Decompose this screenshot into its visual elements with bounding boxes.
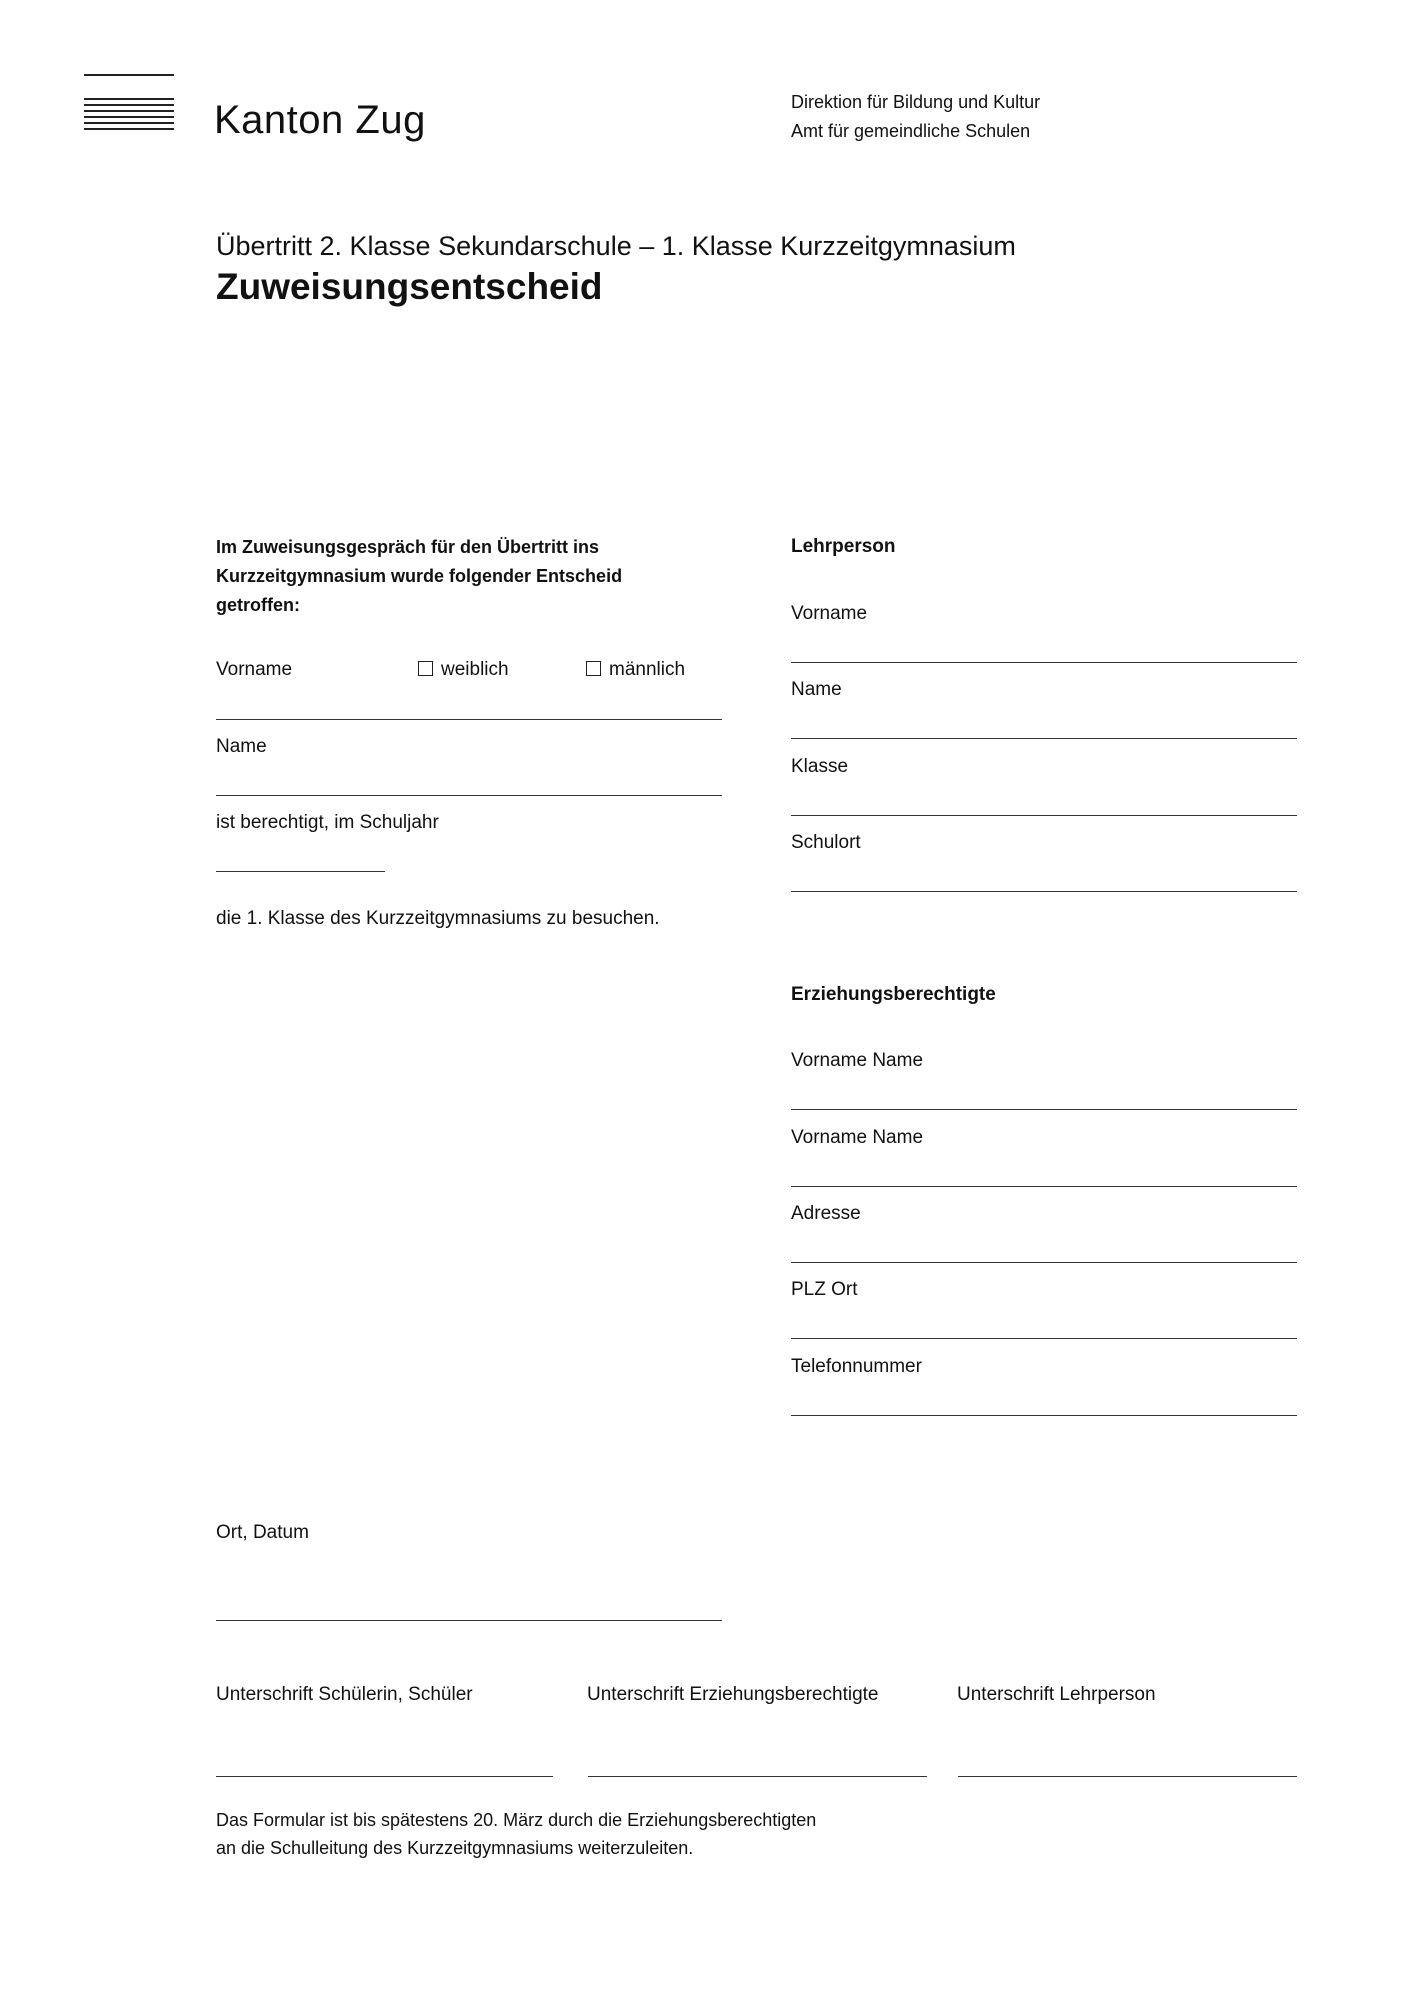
guardian-adresse-field[interactable] bbox=[791, 1262, 1297, 1263]
teacher-name-field[interactable] bbox=[791, 738, 1297, 739]
notice-line-2: an die Schulleitung des Kurzzeitgymnasiums weiterzuleiten. bbox=[216, 1838, 694, 1858]
submission-notice bbox=[216, 1806, 816, 1862]
teacher-vorname-field[interactable] bbox=[791, 662, 1297, 663]
student-signature-field[interactable] bbox=[216, 1776, 553, 1777]
guardian-telefon-field[interactable] bbox=[791, 1415, 1297, 1416]
teacher-klasse-field[interactable] bbox=[791, 815, 1297, 816]
guardian-plz-label: PLZ Ort bbox=[791, 1279, 858, 1300]
guardian-signature-field[interactable] bbox=[588, 1776, 927, 1777]
department-line-1: Direktion für Bildung und Kultur bbox=[791, 92, 1041, 112]
teacher-signature-field[interactable] bbox=[958, 1776, 1297, 1777]
student-name-label: Name bbox=[216, 736, 267, 757]
female-checkbox[interactable] bbox=[418, 661, 433, 676]
document-title: Zuweisungsentscheid bbox=[216, 266, 603, 307]
guardian-name1-label: Vorname Name bbox=[791, 1050, 924, 1071]
guardian-name2-label: Vorname Name bbox=[791, 1127, 924, 1148]
guardian-heading: Erziehungsberechtigte bbox=[791, 984, 996, 1005]
student-vorname-field[interactable] bbox=[216, 719, 722, 720]
department-block bbox=[791, 88, 1040, 146]
student-signature-label: Unterschrift Schülerin, Schüler bbox=[216, 1684, 473, 1705]
student-name-field[interactable] bbox=[216, 795, 722, 796]
male-label: männlich bbox=[609, 659, 686, 680]
notice-line-1: Das Formular ist bis spätestens 20. März durch die Erziehungsberechtigten bbox=[216, 1810, 817, 1830]
teacher-schulort-field[interactable] bbox=[791, 891, 1297, 892]
teacher-heading: Lehrperson bbox=[791, 536, 896, 557]
ort-datum-label: Ort, Datum bbox=[216, 1522, 309, 1543]
guardian-signature-label: Unterschrift Erziehungsberechtigte bbox=[587, 1684, 879, 1705]
student-vorname-label: Vorname bbox=[216, 659, 293, 680]
female-option[interactable] bbox=[418, 658, 509, 682]
guardian-telefon-label: Telefonnummer bbox=[791, 1356, 922, 1377]
teacher-signature-label: Unterschrift Lehrperson bbox=[957, 1684, 1156, 1705]
ort-datum-field[interactable] bbox=[216, 1620, 722, 1621]
guardian-adresse-label: Adresse bbox=[791, 1203, 861, 1224]
visit-text: die 1. Klasse des Kurzzeitgymnasiums zu besuchen. bbox=[216, 908, 660, 929]
guardian-name2-field[interactable] bbox=[791, 1186, 1297, 1187]
schuljahr-field[interactable] bbox=[216, 871, 385, 872]
male-option[interactable] bbox=[586, 658, 685, 682]
canton-logo-icon bbox=[84, 74, 174, 136]
guardian-plz-field[interactable] bbox=[791, 1338, 1297, 1339]
teacher-klasse-label: Klasse bbox=[791, 756, 849, 777]
document-subtitle: Übertritt 2. Klasse Sekundarschule – 1. Klasse Kurzzeitgymnasium bbox=[216, 231, 1016, 261]
schuljahr-text: ist berechtigt, im Schuljahr bbox=[216, 812, 439, 833]
department-line-2: Amt für gemeindliche Schulen bbox=[791, 121, 1031, 141]
teacher-schulort-label: Schulort bbox=[791, 832, 861, 853]
teacher-vorname-label: Vorname bbox=[791, 603, 868, 624]
logo-text: Kanton Zug bbox=[214, 98, 426, 142]
teacher-name-label: Name bbox=[791, 679, 842, 700]
female-label: weiblich bbox=[441, 659, 509, 680]
male-checkbox[interactable] bbox=[586, 661, 601, 676]
guardian-name1-field[interactable] bbox=[791, 1109, 1297, 1110]
intro-text: Im Zuweisungsgespräch für den Übertritt ins Kurzzeitgymnasium wurde folgender Entscheid getroffen: bbox=[216, 537, 623, 615]
